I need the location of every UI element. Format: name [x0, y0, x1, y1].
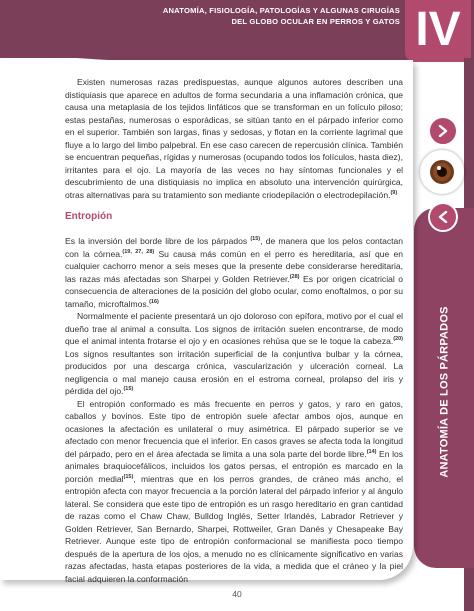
- citation: (15): [250, 236, 261, 243]
- citation: (19, 27, 28): [122, 248, 155, 255]
- chapter-title-line2: DEL GLOBO OCULAR EN PERROS Y GATOS: [231, 17, 400, 26]
- section-side-label: [435, 232, 455, 552]
- next-page-button[interactable]: [428, 116, 458, 146]
- paragraph-entropion-definition: [65, 235, 403, 310]
- eye-button[interactable]: [420, 150, 464, 194]
- citation: (15): [123, 386, 134, 393]
- paragraph-text: El entropión conformado es más frecuente en perros y gatos, y raro en gatos, caballos y bovinos. Este tipo de entropión suele afectar ambos ojos, aunque en ocasiones la afectación es unilateral o muy asimétrica. El párpado superior se ve afectado con menor frecuencia que el inferior. En casos graves se afecta toda la longitud del párpado, pero en el área afectada se limita a una sola parte del borde libre.: [65, 398, 403, 459]
- paragraph-text: Es por origen cicatricial o consecuencia de alteraciones de la posición del globo ocular, como enoftalmos, o por su tamaño, microftalmos.: [65, 273, 403, 309]
- eye-icon: [424, 154, 460, 190]
- section-heading-entropion: Entropión: [65, 211, 113, 222]
- chevron-left-icon: [437, 211, 449, 223]
- chapter-title-line1: ANATOMÍA, FISIOLOGÍA, PATOLOGÍAS Y ALGUNAS CIRUGÍAS: [162, 6, 400, 15]
- body-text: [65, 76, 403, 585]
- citation: (15): [123, 473, 134, 480]
- paragraph-text: Su causa más común en el perro es hereditaria, así que en cualquier cachorro menor a seis meses que la presente debe considerarse hereditaria, las razas más afectadas son Sharpei y Golden Retriever.: [65, 248, 403, 284]
- citation: (14): [366, 448, 377, 455]
- citation: (16): [149, 298, 159, 305]
- paragraph-text: En los animales braquiocefálicos, incluidos los gatos persas, el entropión es marcado en la porción medial: [65, 448, 403, 484]
- page-number: 40: [232, 589, 242, 599]
- chapter-number: IV: [415, 3, 461, 56]
- previous-page-button[interactable]: [428, 202, 458, 232]
- paragraph-text: , de manera que los pelos contactan con la córnea.: [65, 236, 403, 259]
- paragraph-text: Los signos resultantes son irritación superficial de la conjuntiva bulbar y la córnea, producidos por una descarga crónica, vascularización y ulceración corneal. La negligencia o mal manejo causa erosión en el estroma corneal, prolapso del iris y pérdida del ojo.: [65, 348, 403, 396]
- paragraph-text: Es la inversión del borde libre de los párpados: [65, 236, 251, 246]
- chevron-right-icon: [437, 125, 449, 137]
- citation: (28): [289, 273, 300, 280]
- paragraph-distiquiasis: [65, 76, 403, 201]
- section-side-label-text: ANATOMÍA DE LOS PÁRPADOS: [439, 306, 452, 478]
- citation: (20): [393, 336, 403, 343]
- paragraph-text: Normalmente el paciente presentará un ojo doloroso con epífora, motivo por el cual el dueño trae al animal a consulta. Los signos de irritación suelen encontrarse, de modo que el animal intenta frotarse el ojo y en ocasiones rehúsa que se le toque la cabeza.: [65, 311, 403, 346]
- chapter-title: [163, 5, 400, 27]
- paragraph-entropion-signs: [65, 310, 403, 398]
- paragraph-entropion-conformational: [65, 398, 403, 586]
- paragraph-text: Existen numerosas razas predispuestas, aunque algunos autores describen una distiquiasis que aparece en adultos de forma secundaria a una inflamación crónica, que causa una metaplasia de los tejidos linfáticos que se transforman en un folículo piloso; estas pestañas, numerosas o esporádicas, se sitúan tanto en el párpado inferior como en el superior. También son largas, finas y sedosas, y flotan en la corriente lagrimal que fluye a lo largo del limbo palpebral. En ese caso carecen de repercusión clínica. También se encuentran pequeñas, rígidas y numerosas (ocupando todos los folículos, hasta diez), irritantes para el ojo. La mayoría de las veces no hay síntomas funcionales y el descubrimiento de una distiquiasis no implica en absoluto una intervención quirúrgica, otras alternativas para su tratamiento son mediante criodepilación o electrodepilación.: [65, 77, 403, 200]
- citation: (9): [390, 189, 398, 196]
- paragraph-text: , mientras que en los perros grandes, de cráneo más ancho, el entropión afecta con mayor frecuencia a la porción lateral del párpado inferior y al ángulo lateral. Se considera que este tipo de entropión es un rasgo hereditario en gran cantidad de razas como el Chaw Chaw, Bulldog Inglés, Setter Irlandés, Labrador Retriever y Golden Retriever, San Bernardo, Sharpei, Rottweiler, Gran Danés y Chesapeake Bay Retriever. Aunque este tipo de entropión conformacional se manifiesta poco tiempo después de la apertura de los ojos, a menudo no es clínicamente significativo en varias razas afectadas, hasta etapas posteriores de la vida, a medida que el cráneo y la piel facial adquieren la conformación: [65, 473, 403, 584]
